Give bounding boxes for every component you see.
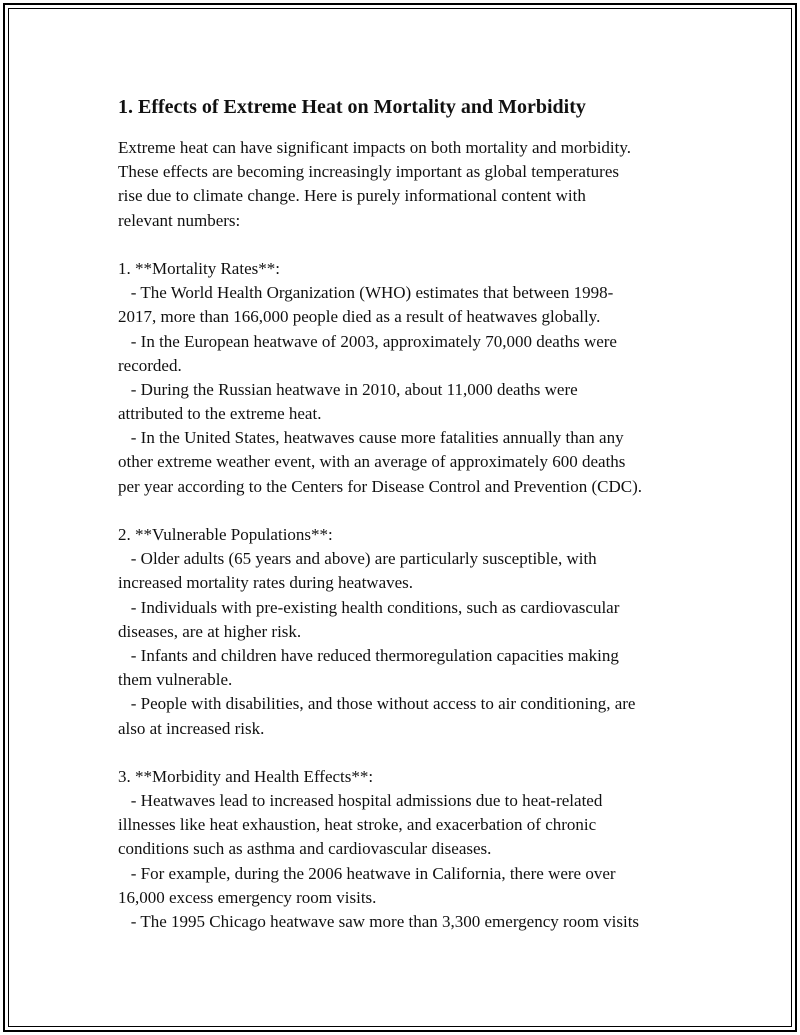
text-line: 2. **Vulnerable Populations**: <box>118 525 333 544</box>
text-line: - In the European heatwave of 2003, approximately 70,000 deaths were <box>118 331 617 351</box>
text-line: recorded. <box>118 355 182 375</box>
text-line: also at increased risk. <box>118 718 265 738</box>
text-line: - Individuals with pre-existing health conditions, such as cardiovascular <box>118 597 620 617</box>
text-line: - During the Russian heatwave in 2010, about 11,000 deaths were <box>118 379 578 399</box>
text-line: - Heatwaves lead to increased hospital admissions due to heat-related <box>118 791 603 811</box>
text-line: them vulnerable. <box>118 670 233 690</box>
text-line: - Older adults (65 years and above) are particularly susceptible, with <box>118 549 597 569</box>
text-line: other extreme weather event, with an average of approximately 600 deaths <box>118 452 626 472</box>
text-line: - People with disabilities, and those without access to air conditioning, are <box>118 694 636 714</box>
text-line: Extreme heat can have significant impacts on both mortality and morbidity. <box>118 138 632 157</box>
text-line: increased mortality rates during heatwaves. <box>118 573 414 593</box>
blank-line <box>118 233 693 257</box>
text-line: - The World Health Organization (WHO) estimates that between 1998- <box>118 283 614 303</box>
text-line: - The 1995 Chicago heatwave saw more than 3,300 emergency room visits <box>118 912 640 931</box>
section-title: 1. Effects of Extreme Heat on Mortality and Morbidity <box>118 96 586 118</box>
text-line: conditions such as asthma and cardiovascular diseases. <box>118 839 492 859</box>
text-line: illnesses like heat exhaustion, heat stroke, and exacerbation of chronic <box>118 815 597 835</box>
paragraph-block <box>118 136 693 934</box>
blank-line <box>118 499 693 523</box>
text-line: These effects are becoming increasingly important as global temperatures <box>118 162 619 182</box>
text-line: relevant numbers: <box>118 210 241 230</box>
text-line: 1. **Mortality Rates**: <box>118 258 280 278</box>
text-line: 16,000 excess emergency room visits. <box>118 887 377 907</box>
blank-line <box>118 741 693 765</box>
text-line: - Infants and children have reduced thermoregulation capacities making <box>118 645 619 665</box>
text-line: - In the United States, heatwaves cause more fatalities annually than any <box>118 428 624 448</box>
text-line: - For example, during the 2006 heatwave in California, there were over <box>118 863 616 883</box>
text-line: rise due to climate change. Here is purely informational content with <box>118 186 586 206</box>
document-body <box>118 94 693 934</box>
text-line: attributed to the extreme heat. <box>118 404 322 424</box>
text-line: 2017, more than 166,000 people died as a result of heatwaves globally. <box>118 307 601 327</box>
text-line: diseases, are at higher risk. <box>118 621 302 641</box>
text-line: 3. **Morbidity and Health Effects**: <box>118 766 374 786</box>
text-line: per year according to the Centers for Disease Control and Prevention (CDC). <box>118 476 643 496</box>
